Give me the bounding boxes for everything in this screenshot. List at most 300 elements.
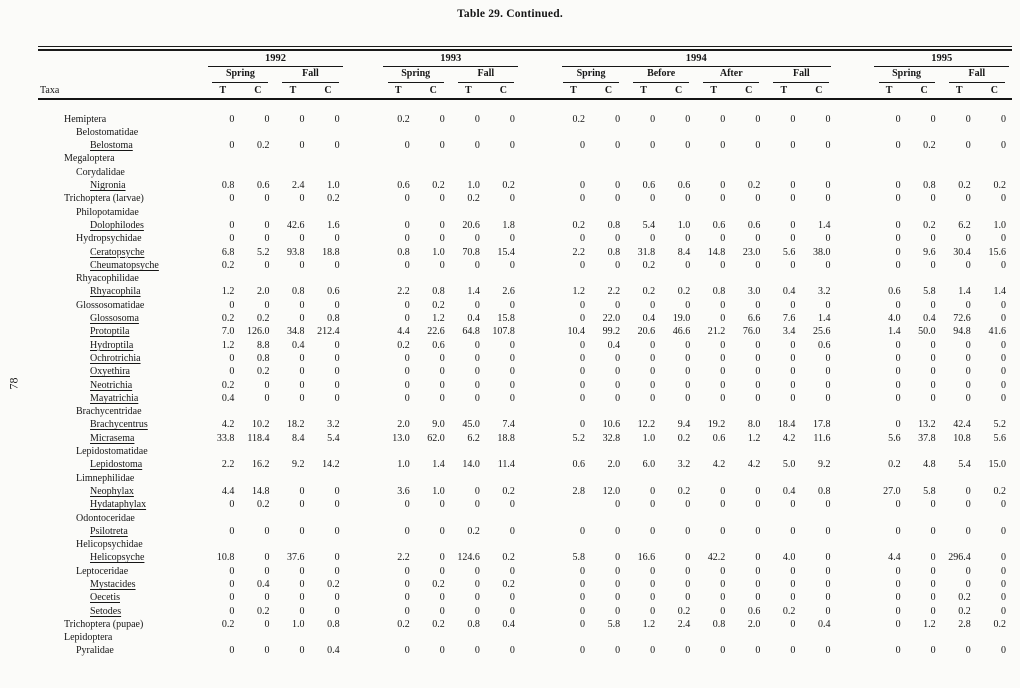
- value-cell: 0: [334, 352, 340, 364]
- taxon-label: Lepidoptera: [64, 632, 113, 644]
- value-cell: [451, 538, 486, 551]
- value-cell: [626, 166, 661, 179]
- value-cell: 0: [825, 565, 831, 577]
- value-cell: [381, 166, 416, 179]
- value-cell: 1.0: [677, 219, 691, 231]
- value-cell: [275, 166, 310, 179]
- value-cell: 0: [299, 366, 305, 378]
- group-gap-cell: [346, 405, 381, 418]
- season-label: Fall: [458, 67, 514, 82]
- table-row: [38, 365, 1012, 378]
- group-gap-cell: [836, 99, 871, 126]
- value-cell: 0: [439, 645, 445, 657]
- group-gap-cell: [836, 392, 871, 405]
- value-cell: 25.6: [812, 326, 831, 338]
- value-cell: [275, 538, 310, 551]
- value-cell: [205, 405, 240, 418]
- value-cell: 0: [965, 259, 971, 271]
- table-row: [38, 631, 1012, 644]
- value-cell: 0.6: [747, 219, 761, 231]
- value-cell: 0: [299, 592, 305, 604]
- value-cell: 20.6: [637, 326, 656, 338]
- value-cell: 30.4: [953, 246, 971, 258]
- value-cell: [451, 512, 486, 525]
- value-cell: 0: [404, 645, 410, 657]
- value-cell: 0: [474, 113, 480, 125]
- value-cell: 0.2: [958, 592, 971, 604]
- group-gap-cell: [836, 512, 871, 525]
- value-cell: 12.0: [602, 485, 621, 497]
- taxon-cell: [38, 578, 205, 591]
- value-cell: 1.2: [747, 432, 761, 444]
- value-cell: 0: [334, 113, 340, 125]
- value-cell: 1.4: [432, 459, 445, 471]
- value-cell: 13.0: [392, 432, 410, 444]
- value-cell: 0: [615, 299, 621, 311]
- group-gap-cell: [521, 246, 556, 259]
- value-cell: 0: [790, 233, 796, 245]
- group-gap-cell: [836, 591, 871, 604]
- value-cell: 0: [334, 366, 340, 378]
- value-cell: 15.4: [497, 246, 515, 258]
- value-cell: 0: [334, 379, 340, 391]
- value-cell: 0: [615, 352, 621, 364]
- taxa-column-header: Taxa: [38, 83, 205, 99]
- value-cell: 0: [895, 219, 901, 231]
- group-gap-cell: [521, 299, 556, 312]
- value-cell: [626, 472, 661, 485]
- group-gap-cell: [521, 219, 556, 232]
- group-gap-cell: [836, 206, 871, 219]
- value-cell: 0: [264, 379, 270, 391]
- value-cell: [205, 512, 240, 525]
- value-cell: 0: [895, 193, 901, 205]
- group-gap-cell: [836, 272, 871, 285]
- value-cell: 0: [1001, 299, 1006, 311]
- year-label: 1993: [383, 52, 518, 67]
- value-cell: 0: [229, 592, 235, 604]
- value-cell: 0.6: [327, 286, 340, 298]
- season-header-fall: [275, 67, 345, 82]
- taxon-cell: [38, 325, 205, 338]
- value-cell: 72.6: [953, 313, 971, 325]
- value-cell: 0: [755, 339, 761, 351]
- value-cell: 93.8: [287, 246, 305, 258]
- value-cell: [451, 445, 486, 458]
- value-cell: 0: [1001, 140, 1006, 152]
- value-cell: 15.8: [497, 313, 515, 325]
- value-cell: 0: [685, 193, 691, 205]
- value-cell: 0: [965, 339, 971, 351]
- value-cell: 0.2: [467, 193, 480, 205]
- value-cell: 5.6: [782, 246, 796, 258]
- value-cell: 0: [509, 352, 515, 364]
- value-cell: 7.4: [502, 419, 515, 431]
- group-gap-cell: [836, 458, 871, 471]
- taxon-label: Hydataphylax: [90, 499, 147, 511]
- value-cell: 0: [474, 499, 480, 511]
- taxon-cell: [38, 551, 205, 564]
- value-cell: [591, 445, 626, 458]
- value-cell: 0: [229, 578, 235, 590]
- value-cell: 2.0: [747, 618, 761, 630]
- value-cell: 0: [439, 525, 445, 537]
- value-cell: 0: [615, 193, 621, 205]
- value-cell: 0: [509, 193, 515, 205]
- subcolumn-header-c: C: [661, 83, 696, 99]
- value-cell: 0: [509, 339, 515, 351]
- value-cell: [556, 166, 591, 179]
- value-cell: 0: [404, 578, 410, 590]
- value-cell: 0.2: [327, 578, 340, 590]
- group-gap-cell: [521, 285, 556, 298]
- group-gap-cell: [346, 418, 381, 431]
- value-cell: 0: [615, 140, 621, 152]
- value-cell: 0: [650, 499, 656, 511]
- value-cell: 0: [685, 392, 691, 404]
- table-row: [38, 565, 1012, 578]
- value-cell: 0.2: [958, 605, 971, 617]
- value-cell: [977, 152, 1012, 165]
- value-cell: 0: [229, 645, 235, 657]
- value-cell: 0: [720, 233, 726, 245]
- value-cell: [311, 272, 346, 285]
- value-cell: 0: [790, 592, 796, 604]
- value-cell: [626, 445, 661, 458]
- value-cell: 0: [895, 618, 901, 630]
- taxon-label: Psilotreta: [90, 525, 128, 537]
- group-gap-cell: [836, 498, 871, 511]
- value-cell: [240, 126, 275, 139]
- group-gap-cell: [521, 192, 556, 205]
- group-gap-cell: [836, 232, 871, 245]
- value-cell: 5.2: [572, 432, 586, 444]
- group-gap: [346, 67, 381, 82]
- value-cell: 0.6: [677, 180, 691, 192]
- value-cell: 0.2: [467, 525, 480, 537]
- subcolumn-header-c: C: [907, 83, 942, 99]
- taxon-cell: [38, 206, 205, 219]
- table-row: [38, 192, 1012, 205]
- group-gap-cell: [521, 325, 556, 338]
- value-cell: 0.2: [502, 180, 515, 192]
- value-cell: 0: [509, 233, 515, 245]
- table-row: [38, 445, 1012, 458]
- taxon-cell: [38, 179, 205, 192]
- value-cell: 0.2: [256, 140, 270, 152]
- value-cell: 0: [965, 352, 971, 364]
- value-cell: 0: [439, 392, 445, 404]
- value-cell: 0: [229, 219, 235, 231]
- value-cell: 0: [264, 525, 270, 537]
- table-row: [38, 219, 1012, 232]
- table-row: [38, 644, 1012, 657]
- value-cell: 10.8: [216, 552, 235, 564]
- value-cell: 2.8: [958, 618, 971, 630]
- value-cell: 46.6: [672, 326, 691, 338]
- value-cell: 0: [650, 392, 656, 404]
- table-top-rule-outer: [38, 46, 1012, 47]
- value-cell: 0.4: [782, 485, 796, 497]
- value-cell: 4.0: [888, 313, 901, 325]
- value-cell: 0: [790, 299, 796, 311]
- taxon-label: Megaloptera: [64, 153, 115, 165]
- value-cell: 0: [685, 259, 691, 271]
- value-cell: 0: [825, 180, 831, 192]
- value-cell: 0: [930, 233, 936, 245]
- value-cell: 1.2: [572, 286, 586, 298]
- value-cell: 0: [1001, 339, 1006, 351]
- value-cell: [696, 631, 731, 644]
- value-cell: 5.2: [993, 419, 1006, 431]
- value-cell: [942, 472, 977, 485]
- value-cell: 0: [404, 140, 410, 152]
- value-cell: 0: [509, 259, 515, 271]
- value-cell: 0: [965, 525, 971, 537]
- value-cell: 0: [685, 552, 691, 564]
- value-cell: 0: [580, 313, 586, 325]
- group-gap-cell: [521, 644, 556, 657]
- value-cell: 0.2: [256, 499, 270, 511]
- value-cell: 0: [299, 233, 305, 245]
- value-cell: 0: [404, 499, 410, 511]
- value-cell: [240, 272, 275, 285]
- taxon-cell: [38, 285, 205, 298]
- value-cell: 0: [790, 366, 796, 378]
- value-cell: 0.4: [502, 618, 515, 630]
- taxon-label: Neophylax: [90, 485, 134, 497]
- value-cell: 13.2: [918, 419, 936, 431]
- value-cell: [240, 445, 275, 458]
- value-cell: [311, 206, 346, 219]
- value-cell: 0: [439, 140, 445, 152]
- subcolumn-header-t: T: [766, 83, 801, 99]
- value-cell: [451, 272, 486, 285]
- value-cell: 14.2: [322, 459, 340, 471]
- value-cell: 0: [895, 392, 901, 404]
- value-cell: 0: [474, 140, 480, 152]
- taxon-label: Belostoma: [90, 140, 133, 152]
- value-cell: 0: [615, 392, 621, 404]
- value-cell: 0: [439, 552, 445, 564]
- value-cell: 0: [790, 339, 796, 351]
- value-cell: 0: [895, 565, 901, 577]
- taxon-label: Corydalidae: [76, 166, 125, 178]
- taxon-label: Rhyacophila: [90, 286, 141, 298]
- subcolumn-header-t: T: [696, 83, 731, 99]
- value-cell: [556, 512, 591, 525]
- group-gap-cell: [836, 126, 871, 139]
- value-cell: 0: [965, 233, 971, 245]
- value-cell: 0: [580, 605, 586, 617]
- value-cell: 0: [1001, 565, 1006, 577]
- value-cell: 0: [650, 366, 656, 378]
- table-row: [38, 472, 1012, 485]
- value-cell: [626, 152, 661, 165]
- value-cell: 27.0: [883, 485, 901, 497]
- value-cell: 0: [685, 525, 691, 537]
- group-gap-cell: [836, 352, 871, 365]
- value-cell: 0: [720, 140, 726, 152]
- value-cell: 0.2: [677, 286, 691, 298]
- value-cell: 0: [930, 339, 936, 351]
- value-cell: 0: [264, 392, 270, 404]
- value-cell: 0.8: [292, 286, 305, 298]
- value-cell: 2.2: [607, 286, 621, 298]
- value-cell: 0: [825, 352, 831, 364]
- group-gap: [346, 52, 381, 67]
- group-gap-cell: [836, 405, 871, 418]
- value-cell: 0: [580, 379, 586, 391]
- value-cell: 0.2: [572, 113, 586, 125]
- value-cell: 0: [615, 259, 621, 271]
- value-cell: 0: [404, 525, 410, 537]
- table-row: [38, 206, 1012, 219]
- value-cell: 0: [895, 113, 901, 125]
- group-gap-cell: [521, 352, 556, 365]
- group-gap-cell: [836, 631, 871, 644]
- group-gap-cell: [521, 259, 556, 272]
- value-cell: [731, 538, 766, 551]
- value-cell: 10.4: [567, 326, 586, 338]
- value-cell: 0: [439, 193, 445, 205]
- value-cell: 0.2: [677, 605, 691, 617]
- value-cell: 14.8: [707, 246, 726, 258]
- value-cell: 0: [229, 140, 235, 152]
- group-gap-cell: [521, 565, 556, 578]
- taxon-label: Cheumatopsyche: [90, 259, 159, 271]
- value-cell: 0: [580, 645, 586, 657]
- value-cell: 0: [720, 379, 726, 391]
- group-gap-cell: [836, 259, 871, 272]
- taxon-label: Dolophilodes: [90, 219, 144, 231]
- value-cell: 0.6: [642, 180, 656, 192]
- value-cell: [626, 631, 661, 644]
- season-header-fall: [766, 67, 836, 82]
- value-cell: 0: [299, 565, 305, 577]
- taxon-label: Ceratopsyche: [90, 246, 145, 258]
- value-cell: 0: [439, 352, 445, 364]
- value-cell: 0: [895, 339, 901, 351]
- value-cell: [556, 498, 591, 511]
- value-cell: 0: [895, 499, 901, 511]
- value-cell: 0: [755, 259, 761, 271]
- value-cell: [626, 126, 661, 139]
- value-cell: 37.6: [287, 552, 305, 564]
- group-gap-cell: [346, 166, 381, 179]
- value-cell: 6.2: [467, 432, 480, 444]
- value-cell: 0: [334, 499, 340, 511]
- value-cell: [205, 126, 240, 139]
- value-cell: 0: [895, 592, 901, 604]
- value-cell: [591, 538, 626, 551]
- value-cell: [275, 405, 310, 418]
- group-gap-cell: [346, 179, 381, 192]
- table-row: [38, 405, 1012, 418]
- value-cell: 0.2: [502, 552, 515, 564]
- value-cell: [801, 445, 836, 458]
- subcolumn-header-t: T: [942, 83, 977, 99]
- value-cell: [661, 512, 696, 525]
- value-cell: 10.8: [953, 432, 971, 444]
- group-gap-cell: [346, 551, 381, 564]
- value-cell: [381, 126, 416, 139]
- table-row: [38, 99, 1012, 126]
- table-row: [38, 246, 1012, 259]
- value-cell: [696, 126, 731, 139]
- value-cell: [801, 538, 836, 551]
- taxon-label: Neotrichia: [90, 379, 133, 391]
- value-cell: [766, 126, 801, 139]
- table-row: [38, 285, 1012, 298]
- value-cell: 0.2: [256, 605, 270, 617]
- value-cell: 94.8: [953, 326, 971, 338]
- group-gap-cell: [521, 631, 556, 644]
- table-row: [38, 259, 1012, 272]
- value-cell: 0: [685, 339, 691, 351]
- group-gap-cell: [521, 418, 556, 431]
- value-cell: 0.2: [221, 313, 235, 325]
- subcolumn-header-t: T: [872, 83, 907, 99]
- value-cell: 0: [1001, 366, 1006, 378]
- group-gap-cell: [836, 365, 871, 378]
- table-row: [38, 591, 1012, 604]
- taxon-label: Glossosomatidae: [76, 299, 145, 311]
- group-gap-cell: [346, 458, 381, 471]
- value-cell: [766, 538, 801, 551]
- value-cell: [275, 126, 310, 139]
- value-cell: [872, 272, 907, 285]
- value-cell: [381, 472, 416, 485]
- value-cell: [240, 166, 275, 179]
- year-label: 1995: [874, 52, 1009, 67]
- value-cell: 0: [615, 233, 621, 245]
- value-cell: [801, 631, 836, 644]
- value-cell: [872, 538, 907, 551]
- value-cell: 0: [825, 299, 831, 311]
- value-cell: [556, 152, 591, 165]
- value-cell: [872, 512, 907, 525]
- group-gap-cell: [521, 498, 556, 511]
- value-cell: [977, 405, 1012, 418]
- value-cell: 0: [720, 366, 726, 378]
- value-cell: [451, 126, 486, 139]
- value-cell: 0: [965, 299, 971, 311]
- value-cell: [766, 631, 801, 644]
- value-cell: 1.6: [327, 219, 340, 231]
- value-cell: 0: [264, 259, 270, 271]
- value-cell: [661, 538, 696, 551]
- subcolumn-header-t: T: [556, 83, 591, 99]
- value-cell: 0: [895, 299, 901, 311]
- value-cell: [731, 472, 766, 485]
- taxon-label: Helicopsyche: [90, 552, 145, 564]
- taxon-label: Trichoptera (pupae): [64, 618, 144, 630]
- value-cell: 41.6: [988, 326, 1006, 338]
- group-gap-cell: [346, 432, 381, 445]
- value-cell: 0: [1001, 552, 1006, 564]
- value-cell: [451, 206, 486, 219]
- season-header-spring: [556, 67, 626, 82]
- value-cell: [977, 445, 1012, 458]
- value-cell: 0: [299, 379, 305, 391]
- group-gap-cell: [521, 392, 556, 405]
- value-cell: [696, 538, 731, 551]
- value-cell: 118.4: [247, 432, 270, 444]
- value-cell: 0: [755, 299, 761, 311]
- taxon-cell: [38, 472, 205, 485]
- value-cell: 4.2: [747, 459, 761, 471]
